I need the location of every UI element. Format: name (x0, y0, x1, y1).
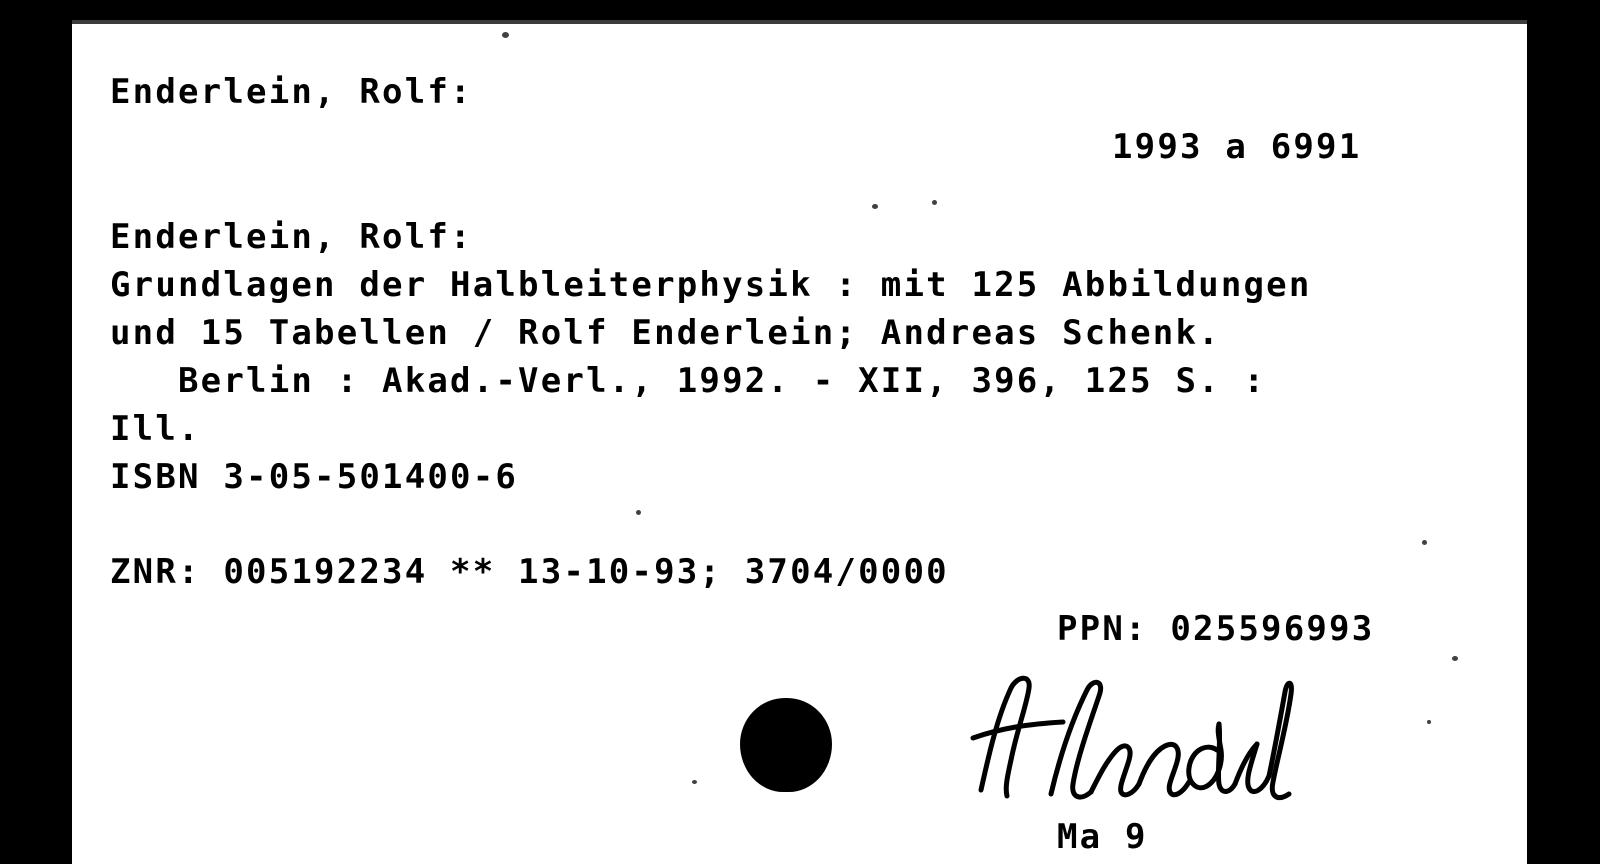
scan-speck (692, 780, 697, 784)
title-line-1: Grundlagen der Halbleiterphysik : mit 125 Abbildungen (110, 265, 1312, 305)
scan-speck (502, 32, 509, 38)
scan-speck (872, 204, 878, 209)
scan-speck (1422, 540, 1427, 545)
scan-speck (636, 510, 641, 515)
card-top-edge (72, 20, 1527, 24)
catalogue-card (72, 20, 1527, 864)
ppn-line: PPN: 025596993 (1057, 609, 1375, 649)
ink-stamp-dot (740, 698, 832, 792)
imprint-line-1: Berlin : Akad.-Verl., 1992. - XII, 396, 125 S. : (110, 361, 1267, 401)
title-line-2: und 15 Tabellen / Rolf Enderlein; Andreas Schenk. (110, 313, 1221, 353)
scan-speck (932, 200, 937, 205)
handwritten-signature (967, 668, 1297, 818)
znr-line: ZNR: 005192234 ** 13-10-93; 3704/0000 (110, 552, 949, 592)
shelfmark: 1993 a 6991 (1112, 127, 1362, 167)
isbn-line: ISBN 3-05-501400-6 (110, 457, 519, 497)
author-repeat: Enderlein, Rolf: (110, 217, 473, 257)
imprint-line-2: Ill. (110, 409, 201, 449)
signature-strokes (967, 668, 1297, 818)
scan-speck (1452, 656, 1458, 661)
location-code: Ma 9 (1057, 817, 1148, 857)
scan-speck (1427, 720, 1431, 724)
author-heading: Enderlein, Rolf: (110, 72, 473, 112)
